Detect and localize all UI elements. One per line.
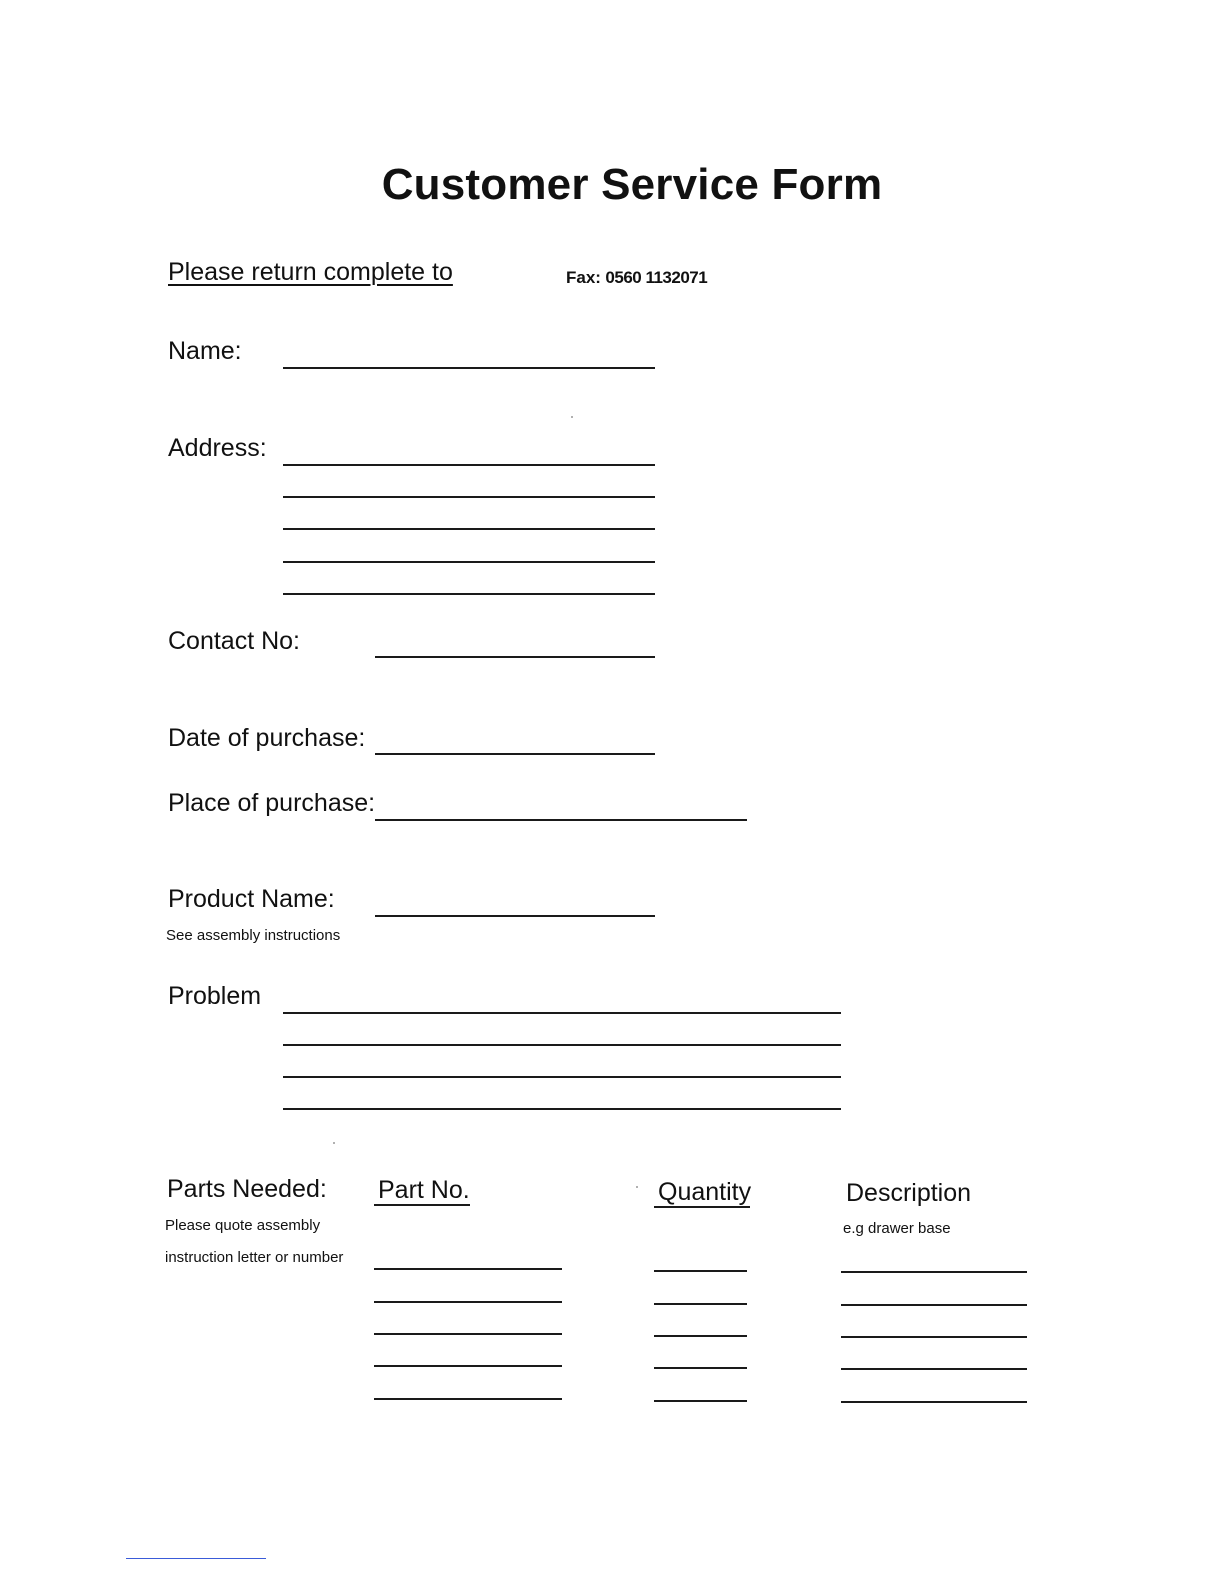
address-field-line-5[interactable] — [283, 593, 655, 595]
scan-speck — [333, 1142, 335, 1144]
part-no-field-4[interactable] — [374, 1365, 562, 1367]
part-no-header — [378, 1176, 470, 1205]
product-name-hint: See assembly instructions — [166, 927, 341, 944]
part-no-field-3[interactable] — [374, 1333, 562, 1335]
quantity-field-5[interactable] — [654, 1400, 747, 1402]
quantity-header — [658, 1178, 751, 1207]
description-field-1[interactable] — [841, 1271, 1027, 1273]
quantity-field-4[interactable] — [654, 1367, 747, 1369]
description-field-2[interactable] — [841, 1304, 1027, 1306]
contact-field[interactable] — [375, 656, 655, 658]
quantity-header-underline — [654, 1206, 750, 1208]
parts-hint-line-1: Please quote assembly — [165, 1217, 321, 1234]
description-field-5[interactable] — [841, 1401, 1027, 1403]
scan-speck — [636, 1186, 638, 1188]
description-header: Description — [846, 1179, 972, 1207]
address-field-line-3[interactable] — [283, 528, 655, 530]
date-of-purchase-label: Date of purchase: — [168, 724, 366, 752]
fax-number: 0560 1132071 — [605, 268, 708, 287]
quantity-field-1[interactable] — [654, 1270, 747, 1272]
address-label: Address: — [168, 434, 267, 462]
problem-field-line-2[interactable] — [283, 1044, 841, 1046]
problem-label: Problem — [168, 982, 262, 1010]
product-name-field[interactable] — [375, 915, 655, 917]
parts-needed-label: Parts Needed: — [167, 1175, 327, 1203]
fax-block — [566, 268, 707, 288]
contact-label: Contact No: — [168, 627, 301, 655]
footer-divider — [126, 1558, 266, 1559]
problem-field-line-1[interactable] — [283, 1012, 841, 1014]
fax-label: Fax: — [566, 268, 601, 287]
address-field-line-2[interactable] — [283, 496, 655, 498]
part-no-field-2[interactable] — [374, 1301, 562, 1303]
parts-hint-line-2: instruction letter or number — [165, 1249, 344, 1266]
part-no-field-5[interactable] — [374, 1398, 562, 1400]
scan-speck — [571, 416, 573, 418]
problem-field-line-3[interactable] — [283, 1076, 841, 1078]
place-of-purchase-field[interactable] — [375, 819, 747, 821]
return-instruction: Please return complete to — [168, 258, 453, 286]
part-no-header-underline — [374, 1204, 470, 1206]
part-no-field-1[interactable] — [374, 1268, 562, 1270]
address-field-line-4[interactable] — [283, 561, 655, 563]
part-no-header-text: Part No. — [378, 1176, 470, 1204]
place-of-purchase-label: Place of purchase: — [168, 789, 376, 817]
description-field-4[interactable] — [841, 1368, 1027, 1370]
quantity-field-2[interactable] — [654, 1303, 747, 1305]
address-field-line-1[interactable] — [283, 464, 655, 466]
product-name-label: Product Name: — [168, 885, 335, 913]
name-label: Name: — [168, 337, 242, 365]
date-of-purchase-field[interactable] — [375, 753, 655, 755]
form-title: Customer Service Form — [381, 160, 883, 209]
name-field[interactable] — [283, 367, 655, 369]
quantity-header-text: Quantity — [658, 1178, 752, 1206]
description-field-3[interactable] — [841, 1336, 1027, 1338]
quantity-field-3[interactable] — [654, 1335, 747, 1337]
problem-field-line-4[interactable] — [283, 1108, 841, 1110]
description-hint: e.g drawer base — [843, 1220, 951, 1237]
